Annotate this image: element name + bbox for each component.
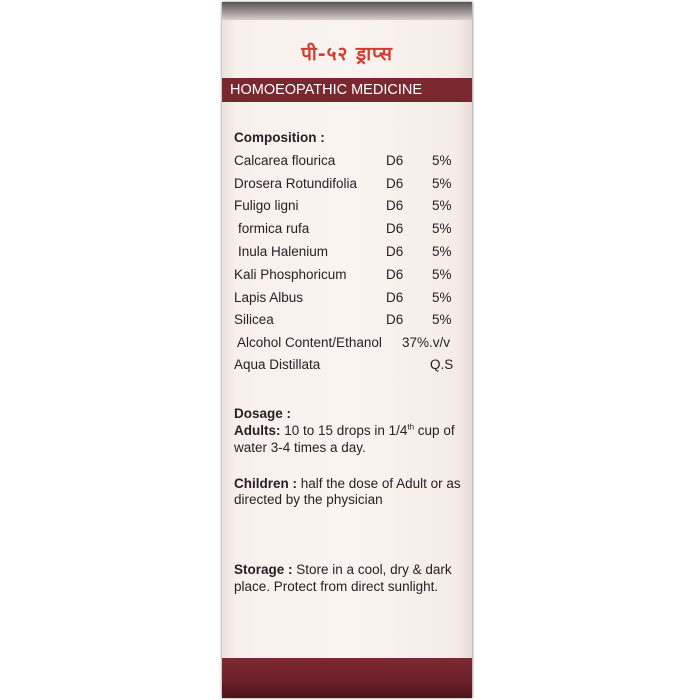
adults-text-end: cup of: [417, 423, 455, 438]
adults-label: Adults:: [234, 423, 281, 438]
ingredient-percent: 5%: [432, 244, 452, 259]
alcohol-content-label: Alcohol Content/Ethanol: [237, 335, 382, 350]
ingredient-row: [222, 267, 472, 283]
composition-heading: Composition :: [234, 130, 325, 145]
dosage-heading: Dosage :: [234, 406, 292, 421]
ingredient-percent: 5%: [432, 312, 452, 327]
ingredient-potency: D6: [386, 267, 404, 282]
ingredient-percent: 5%: [432, 198, 452, 213]
ingredient-name: Inula Halenium: [238, 244, 329, 259]
ingredient-percent: 5%: [432, 290, 452, 305]
ingredient-row: [222, 290, 472, 306]
children-label: Children :: [234, 476, 297, 491]
dosage-children-line-2: directed by the physician: [234, 492, 383, 507]
ingredient-potency: D6: [386, 290, 404, 305]
dosage-children-line-1: [234, 476, 461, 492]
alcohol-content-value: 37%.v/v: [402, 335, 451, 350]
ingredient-row: [222, 153, 472, 169]
ingredient-percent: 5%: [432, 221, 452, 236]
ingredient-potency: D6: [386, 198, 404, 213]
ingredient-potency: D6: [386, 221, 404, 236]
ingredient-name: Fuligo ligni: [234, 198, 299, 213]
aqua-distillata-value: Q.S: [430, 357, 454, 372]
aqua-distillata-row: [222, 357, 472, 373]
ingredient-potency: D6: [386, 153, 404, 168]
ingredient-name: Calcarea flourica: [234, 153, 336, 168]
ingredient-name: Lapis Albus: [234, 290, 304, 305]
box-bottom-band: [222, 658, 472, 698]
ingredient-row: [222, 176, 472, 192]
ingredient-name: formica rufa: [238, 221, 310, 236]
ingredient-potency: D6: [386, 312, 404, 327]
ingredient-row: [222, 221, 472, 237]
adults-text: 10 to 15 drops in 1/4: [284, 423, 408, 438]
box-top-flap: [222, 2, 472, 20]
ingredient-row: [222, 198, 472, 214]
ingredient-potency: D6: [386, 176, 404, 191]
ingredient-percent: 5%: [432, 267, 452, 282]
ingredient-name: Kali Phosphoricum: [234, 267, 347, 282]
dosage-adults-line-2: water 3-4 times a day.: [234, 440, 366, 455]
children-text: half the dose of Adult or as: [300, 476, 461, 491]
medicine-box-side-panel: [222, 2, 472, 698]
storage-label: Storage :: [234, 562, 293, 577]
aqua-distillata-label: Aqua Distillata: [234, 357, 321, 372]
alcohol-content-row: [222, 335, 472, 351]
storage-line-2: place. Protect from direct sunlight.: [234, 579, 439, 594]
storage-line-1: [234, 562, 452, 578]
ingredient-name: Drosera Rotundifolia: [234, 176, 358, 191]
hindi-product-title: पी-५२ ड्राप्स: [301, 43, 393, 65]
ingredient-name: Silicea: [234, 312, 274, 327]
homoeopathic-medicine-banner: HOMOEOPATHIC MEDICINE: [222, 78, 472, 102]
dosage-adults-line-1: [234, 423, 455, 439]
ingredient-row: [222, 312, 472, 328]
ingredient-percent: 5%: [432, 153, 452, 168]
storage-text: Store in a cool, dry & dark: [296, 562, 452, 577]
ingredient-row: [222, 244, 472, 260]
ingredient-percent: 5%: [432, 176, 452, 191]
ingredient-potency: D6: [386, 244, 404, 259]
adults-superscript: th: [407, 422, 415, 432]
